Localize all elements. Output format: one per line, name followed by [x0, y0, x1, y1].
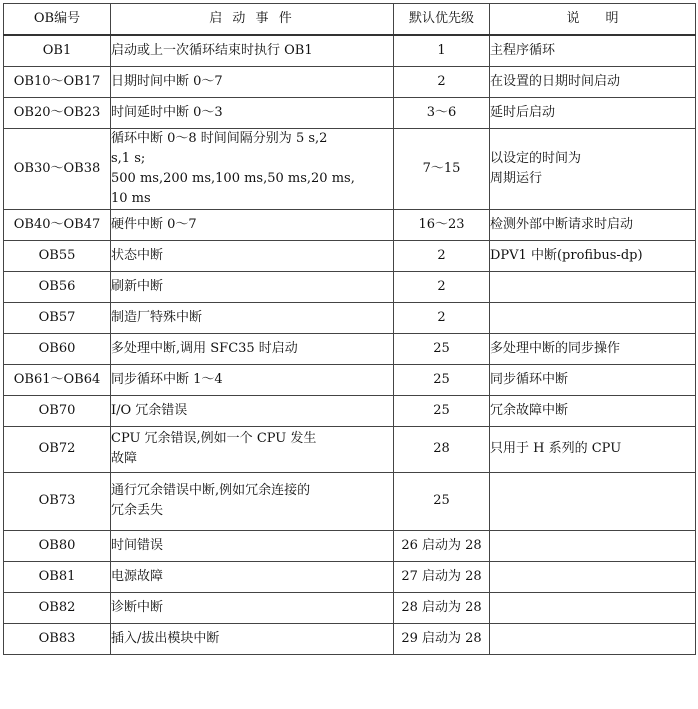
- event-text-line: I/O 冗余错误: [111, 402, 188, 418]
- cell-default-priority: 25: [394, 395, 490, 426]
- table-row: [4, 623, 696, 654]
- cell-description: [490, 97, 696, 128]
- cell-start-event: [111, 128, 394, 209]
- cell-default-priority: 28 启动为 28: [394, 592, 490, 623]
- event-text-line: 日期时间中断 0～7: [111, 73, 223, 89]
- table-row: [4, 561, 696, 592]
- cell-ob-number: OB70: [4, 395, 111, 426]
- description-text-line: 同步循环中断: [490, 371, 569, 387]
- table-row: [4, 97, 696, 128]
- cell-start-event: [111, 302, 394, 333]
- cell-start-event: [111, 592, 394, 623]
- event-text-line: 制造厂特殊中断: [111, 309, 203, 325]
- event-text-line: 刷新中断: [111, 278, 164, 294]
- cell-default-priority: 25: [394, 472, 490, 530]
- cell-start-event: [111, 426, 394, 472]
- table-row: [4, 333, 696, 364]
- event-text-line: 电源故障: [111, 568, 164, 584]
- header-description: 说 明: [490, 4, 696, 36]
- event-text-line: 循环中断 0～8 时间间隔分别为 5 s,2: [111, 130, 328, 146]
- cell-description: [490, 240, 696, 271]
- ob-priority-table: [3, 3, 696, 655]
- table-row: [4, 128, 696, 209]
- cell-description: [490, 302, 696, 333]
- event-text-line: 多处理中断,调用 SFC35 时启动: [111, 340, 298, 356]
- cell-ob-number: OB61～OB64: [4, 364, 111, 395]
- cell-default-priority: 26 启动为 28: [394, 530, 490, 561]
- cell-ob-number: OB40～OB47: [4, 209, 111, 240]
- cell-start-event: [111, 209, 394, 240]
- description-text-line: 延时后启动: [490, 104, 556, 120]
- cell-start-event: [111, 271, 394, 302]
- cell-ob-number: OB81: [4, 561, 111, 592]
- cell-description: [490, 472, 696, 530]
- cell-start-event: [111, 472, 394, 530]
- cell-ob-number: OB55: [4, 240, 111, 271]
- cell-start-event: [111, 561, 394, 592]
- cell-description: [490, 530, 696, 561]
- cell-default-priority: 29 启动为 28: [394, 623, 490, 654]
- header-start-event: 启 动 事 件: [111, 4, 394, 36]
- cell-description: [490, 426, 696, 472]
- description-text-line: 以设定的时间为: [490, 150, 582, 166]
- cell-default-priority: 25: [394, 364, 490, 395]
- cell-description: [490, 66, 696, 97]
- cell-description: [490, 128, 696, 209]
- cell-ob-number: OB30～OB38: [4, 128, 111, 209]
- header-default-priority: 默认优先级: [394, 4, 490, 36]
- cell-ob-number: OB20～OB23: [4, 97, 111, 128]
- header-ob-number: OB编号: [4, 4, 111, 36]
- table-row: [4, 209, 696, 240]
- event-text-line: 10 ms: [111, 190, 151, 206]
- event-text-line: 时间延时中断 0～3: [111, 104, 223, 120]
- cell-default-priority: 27 启动为 28: [394, 561, 490, 592]
- cell-start-event: [111, 333, 394, 364]
- table-row: [4, 364, 696, 395]
- event-text-line: 状态中断: [111, 247, 164, 263]
- cell-start-event: [111, 66, 394, 97]
- description-text-line: 只用于 H 系列的 CPU: [490, 441, 622, 456]
- table-row: [4, 302, 696, 333]
- cell-start-event: [111, 395, 394, 426]
- event-text-line: 故障: [111, 451, 138, 466]
- cell-start-event: [111, 364, 394, 395]
- description-text-line: 检测外部中断请求时启动: [490, 216, 634, 232]
- event-text-line: 时间错误: [111, 537, 164, 553]
- table-body: [4, 35, 696, 654]
- cell-default-priority: 25: [394, 333, 490, 364]
- cell-description: [490, 333, 696, 364]
- cell-ob-number: OB83: [4, 623, 111, 654]
- cell-ob-number: OB80: [4, 530, 111, 561]
- cell-description: [490, 623, 696, 654]
- cell-ob-number: OB82: [4, 592, 111, 623]
- description-text-line: DPV1 中断(profibus-dp): [490, 247, 643, 263]
- table-row: [4, 35, 696, 66]
- cell-default-priority: 2: [394, 240, 490, 271]
- description-text-line: 周期运行: [490, 170, 543, 186]
- cell-description: [490, 271, 696, 302]
- cell-default-priority: 1: [394, 35, 490, 66]
- cell-default-priority: 16～23: [394, 209, 490, 240]
- event-text-line: 插入/拔出模块中断: [111, 630, 220, 646]
- cell-description: [490, 35, 696, 66]
- event-text-line: 500 ms,200 ms,100 ms,50 ms,20 ms,: [111, 170, 355, 186]
- cell-ob-number: OB1: [4, 35, 111, 66]
- event-text-line: 同步循环中断 1～4: [111, 371, 223, 387]
- event-text-line: 冗余丢失: [111, 503, 164, 518]
- description-text-line: 冗余故障中断: [490, 402, 569, 418]
- table-row: [4, 271, 696, 302]
- event-text-line: s,1 s;: [111, 150, 146, 166]
- description-text-line: 多处理中断的同步操作: [490, 340, 621, 356]
- table-row: [4, 530, 696, 561]
- table-row: [4, 426, 696, 472]
- table-row: [4, 240, 696, 271]
- cell-start-event: [111, 240, 394, 271]
- cell-ob-number: OB56: [4, 271, 111, 302]
- table-row: [4, 592, 696, 623]
- description-text-line: 主程序循环: [490, 42, 556, 58]
- table-header-row: [4, 4, 696, 36]
- event-text-line: 诊断中断: [111, 599, 164, 615]
- cell-start-event: [111, 530, 394, 561]
- cell-default-priority: 3～6: [394, 97, 490, 128]
- cell-description: [490, 395, 696, 426]
- cell-description: [490, 364, 696, 395]
- table-row: [4, 66, 696, 97]
- cell-default-priority: 7～15: [394, 128, 490, 209]
- cell-start-event: [111, 623, 394, 654]
- cell-start-event: [111, 35, 394, 66]
- cell-ob-number: OB73: [4, 472, 111, 530]
- event-text-line: CPU 冗余错误,例如一个 CPU 发生: [111, 431, 317, 446]
- table-row: [4, 472, 696, 530]
- cell-default-priority: 28: [394, 426, 490, 472]
- cell-default-priority: 2: [394, 66, 490, 97]
- cell-ob-number: OB60: [4, 333, 111, 364]
- cell-description: [490, 209, 696, 240]
- cell-start-event: [111, 97, 394, 128]
- event-text-line: 通行冗余错误中断,例如冗余连接的: [111, 483, 311, 498]
- cell-ob-number: OB57: [4, 302, 111, 333]
- cell-ob-number: OB72: [4, 426, 111, 472]
- cell-default-priority: 2: [394, 302, 490, 333]
- table-row: [4, 395, 696, 426]
- event-text-line: 硬件中断 0～7: [111, 216, 197, 232]
- cell-default-priority: 2: [394, 271, 490, 302]
- cell-description: [490, 592, 696, 623]
- cell-ob-number: OB10～OB17: [4, 66, 111, 97]
- cell-description: [490, 561, 696, 592]
- description-text-line: 在设置的日期时间启动: [490, 73, 621, 89]
- event-text-line: 启动或上一次循环结束时执行 OB1: [111, 42, 313, 58]
